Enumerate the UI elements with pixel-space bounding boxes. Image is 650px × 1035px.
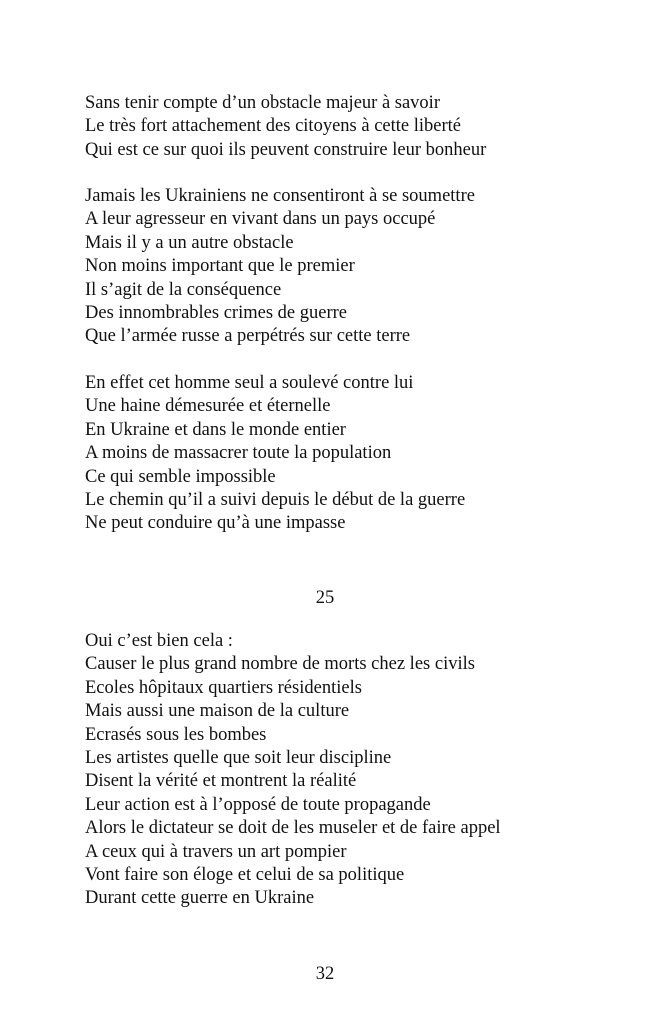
poem-line: Des innombrables crimes de guerre <box>85 302 347 323</box>
poem-line: A ceux qui à travers un art pompier <box>85 841 347 862</box>
poem-line: Jamais les Ukrainiens ne consentiront à se soumettre <box>85 186 475 206</box>
poem-line: Le chemin qu’il a suivi depuis le début de la guerre <box>85 489 466 510</box>
poem-line: Ecrasés sous les bombes <box>85 724 267 745</box>
poem-line: Disent la vérité et montrent la réalité <box>85 771 357 792</box>
poem-number: 25 <box>315 588 335 608</box>
stanza-2 <box>85 185 475 349</box>
poem-line: A leur agresseur en vivant dans un pays occupé <box>85 209 436 230</box>
poem-line: Oui c’est bien cela : <box>85 631 233 651</box>
poem-line: Qui est ce sur quoi ils peuvent construire leur bonheur <box>85 139 487 160</box>
poem-line: En effet cet homme seul a soulevé contre lui <box>85 373 414 393</box>
poem-line: Durant cette guerre en Ukraine <box>85 888 315 909</box>
stanza-3 <box>85 372 465 536</box>
stanza-1 <box>85 92 486 162</box>
poem-line: A moins de massacrer toute la population <box>85 443 392 464</box>
poem-line: Alors le dictateur se doit de les museler et de faire appel <box>85 818 501 839</box>
poem-line: Ecoles hôpitaux quartiers résidentiels <box>85 677 362 698</box>
poem-line: Mais il y a un autre obstacle <box>85 232 294 253</box>
poem-line: Une haine démesurée et éternelle <box>85 396 331 417</box>
poem-line: Les artistes quelle que soit leur discipline <box>85 747 392 768</box>
poem-line: Ce qui semble impossible <box>85 466 276 487</box>
poem-line: Le très fort attachement des citoyens à cette liberté <box>85 116 461 137</box>
poem-line: Ne peut conduire qu’à une impasse <box>85 513 346 534</box>
poem-line: Causer le plus grand nombre de morts chez les civils <box>85 654 475 675</box>
poem-line: Mais aussi une maison de la culture <box>85 701 350 722</box>
poem-line: Leur action est à l’opposé de toute propagande <box>85 794 431 815</box>
poem-line: En Ukraine et dans le monde entier <box>85 419 346 440</box>
poem-line: Vont faire son éloge et celui de sa politique <box>85 864 405 885</box>
poem-line: Que l’armée russe a perpétrés sur cette terre <box>85 326 411 347</box>
page-number: 32 <box>315 964 335 984</box>
stanza-4 <box>85 630 501 911</box>
poem-line: Sans tenir compte d’un obstacle majeur à savoir <box>85 93 440 113</box>
poem-line: Non moins important que le premier <box>85 256 355 277</box>
poem-line: Il s’agit de la conséquence <box>85 279 282 300</box>
